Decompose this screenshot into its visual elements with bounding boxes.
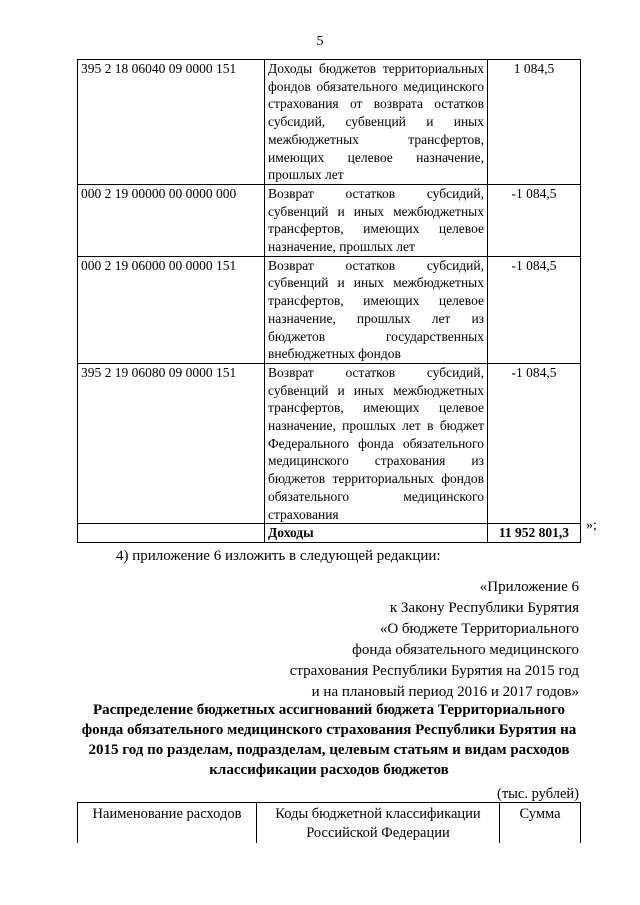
table-row [78,184,581,256]
row-code: 000 2 19 00000 00 0000 000 [78,184,265,256]
column-header-name: Наименование расходов [78,803,257,844]
row-amount: -1 084,5 [488,184,581,256]
row-code: 395 2 18 06040 09 0000 151 [78,60,265,185]
total-row [78,524,581,543]
expenses-table [77,802,581,843]
appendix-line: фонда обязательного медицинского [352,642,579,658]
row-description: Возврат остатков субсидий, субвенций и иных межбюджетных трансфертов, имеющих целевое назначение, прошлых лет [265,184,488,256]
total-code-cell [78,524,265,543]
total-label: Доходы [265,524,488,543]
appendix-line: «Приложение 6 [479,579,579,595]
column-header-codes: Коды бюджетной классификации Российской Федерации [257,803,500,844]
table-row [78,256,581,363]
row-description: Доходы бюджетов территориальных фондов обязательного медицинского страхования от возврата остатков субсидий, субвенций и иных межбюджетных трансфертов, имеющих целевое назначение, прошлых лет [265,60,488,185]
appendix-reference [290,577,579,703]
row-description: Возврат остатков субсидий, субвенций и иных межбюджетных трансфертов, имеющих целевое назначение, прошлых лет в бюджет Федерального фонда обязательного медицинского страхования из бюджетов территориальных фондов обязательного медицинского страхования [265,363,488,523]
table-row [78,60,581,185]
appendix-line: страхования Республики Бурятия на 2015 год [289,663,579,679]
row-amount: -1 084,5 [488,256,581,363]
row-code: 000 2 19 06000 00 0000 151 [78,256,265,363]
appendix-line: к Закону Республики Бурятия [389,600,579,616]
closing-quote: »; [586,518,597,533]
instruction-text: 4) приложение 6 изложить в следующей редакции: [116,548,441,564]
total-amount: 11 952 801,3 [488,524,581,543]
table-header-row [78,803,581,844]
row-amount: -1 084,5 [488,363,581,523]
row-amount: 1 084,5 [488,60,581,185]
appendix-line: «О бюджете Территориального [379,621,579,637]
units-label: (тыс. рублей) [497,786,579,802]
budget-table [77,59,581,543]
appendix-line: и на плановый период 2016 и 2017 годов» [311,684,579,700]
row-code: 395 2 19 06080 09 0000 151 [78,363,265,523]
section-heading: Распределение бюджетных ассигнований бюджета Территориального фонда обязательного медицинского страхования Республики Бурятия на 2015 год по разделам, подразделам, целевым статьям и видам расходов классификации расходов бюджетов [81,702,577,778]
column-header-amount: Сумма [500,803,581,844]
table-row [78,363,581,523]
page-number: 5 [316,34,324,49]
row-description: Возврат остатков субсидий, субвенций и иных межбюджетных трансфертов, имеющих целевое назначение, прошлых лет из бюджетов государственных внебюджетных фондов [265,256,488,363]
